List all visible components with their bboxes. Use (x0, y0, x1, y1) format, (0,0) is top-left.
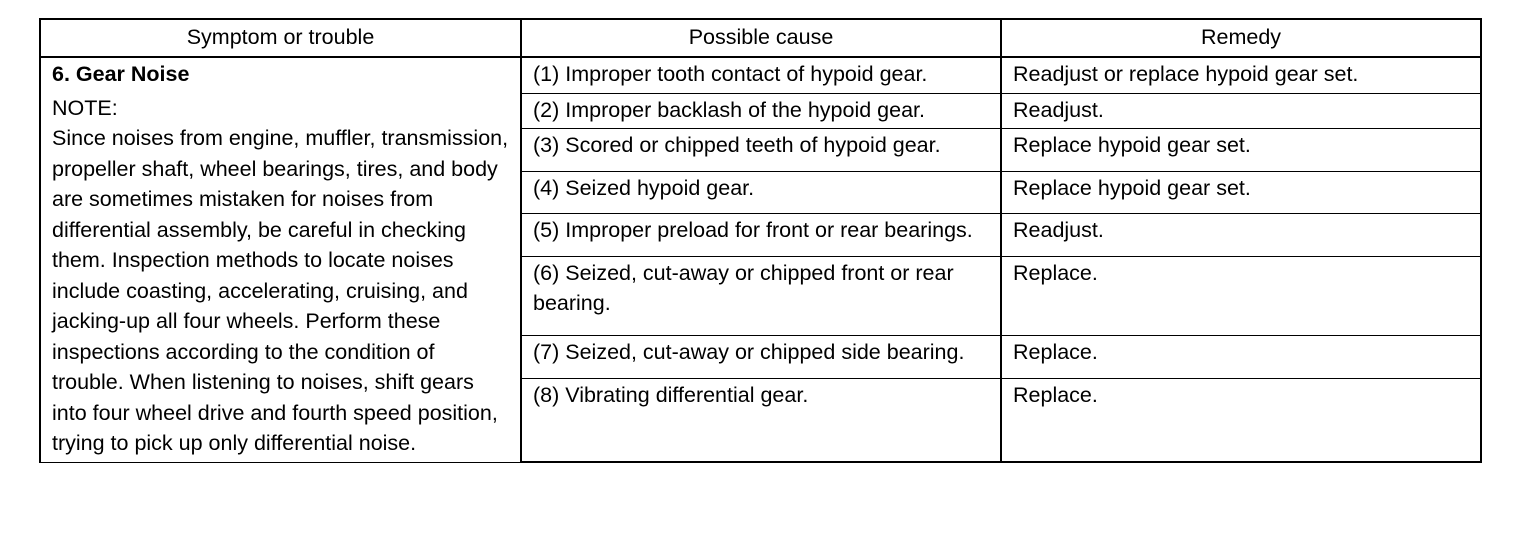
cause-cell: (3) Scored or chipped teeth of hypoid gear. (521, 129, 1001, 172)
cause-cell: (1) Improper tooth contact of hypoid gear. (521, 57, 1001, 93)
cause-cell: (6) Seized, cut-away or chipped front or rear bearing. (521, 256, 1001, 335)
symptom-cell (40, 57, 521, 462)
remedy-cell: Readjust. (1001, 93, 1481, 129)
header-possible-cause: Possible cause (521, 19, 1001, 57)
header-row (40, 19, 1481, 57)
note-label: NOTE: (52, 95, 118, 120)
remedy-cell: Replace hypoid gear set. (1001, 129, 1481, 172)
cause-cell: (4) Seized hypoid gear. (521, 171, 1001, 214)
cause-cell: (2) Improper backlash of the hypoid gear. (521, 93, 1001, 129)
table-row (40, 57, 1481, 93)
remedy-cell: Replace. (1001, 256, 1481, 335)
cause-cell: (5) Improper preload for front or rear bearings. (521, 214, 1001, 257)
note-text: Since noises from engine, muffler, transmission, propeller shaft, wheel bearings, tires, and body are sometimes mistaken for noises from differential assembly, be careful in checking them. Inspection methods to locate noises include coasting, accelerating, cruising, and jacking-up all four wheels. Perform these inspections according to the condition of trouble. When listening to noises, shift gears into four wheel drive and fourth speed position, trying to pick up only differential noise. (52, 126, 509, 455)
remedy-cell: Replace. (1001, 379, 1481, 463)
remedy-cell: Readjust or replace hypoid gear set. (1001, 57, 1481, 93)
header-symptom: Symptom or trouble (40, 19, 521, 57)
remedy-cell: Replace. (1001, 336, 1481, 379)
remedy-cell: Readjust. (1001, 214, 1481, 257)
symptom-title: 6. Gear Noise (52, 62, 190, 86)
cause-cell: (8) Vibrating differential gear. (521, 379, 1001, 463)
troubleshooting-table (39, 18, 1482, 463)
cause-cell: (7) Seized, cut-away or chipped side bearing. (521, 336, 1001, 379)
header-remedy: Remedy (1001, 19, 1481, 57)
remedy-cell: Replace hypoid gear set. (1001, 171, 1481, 214)
